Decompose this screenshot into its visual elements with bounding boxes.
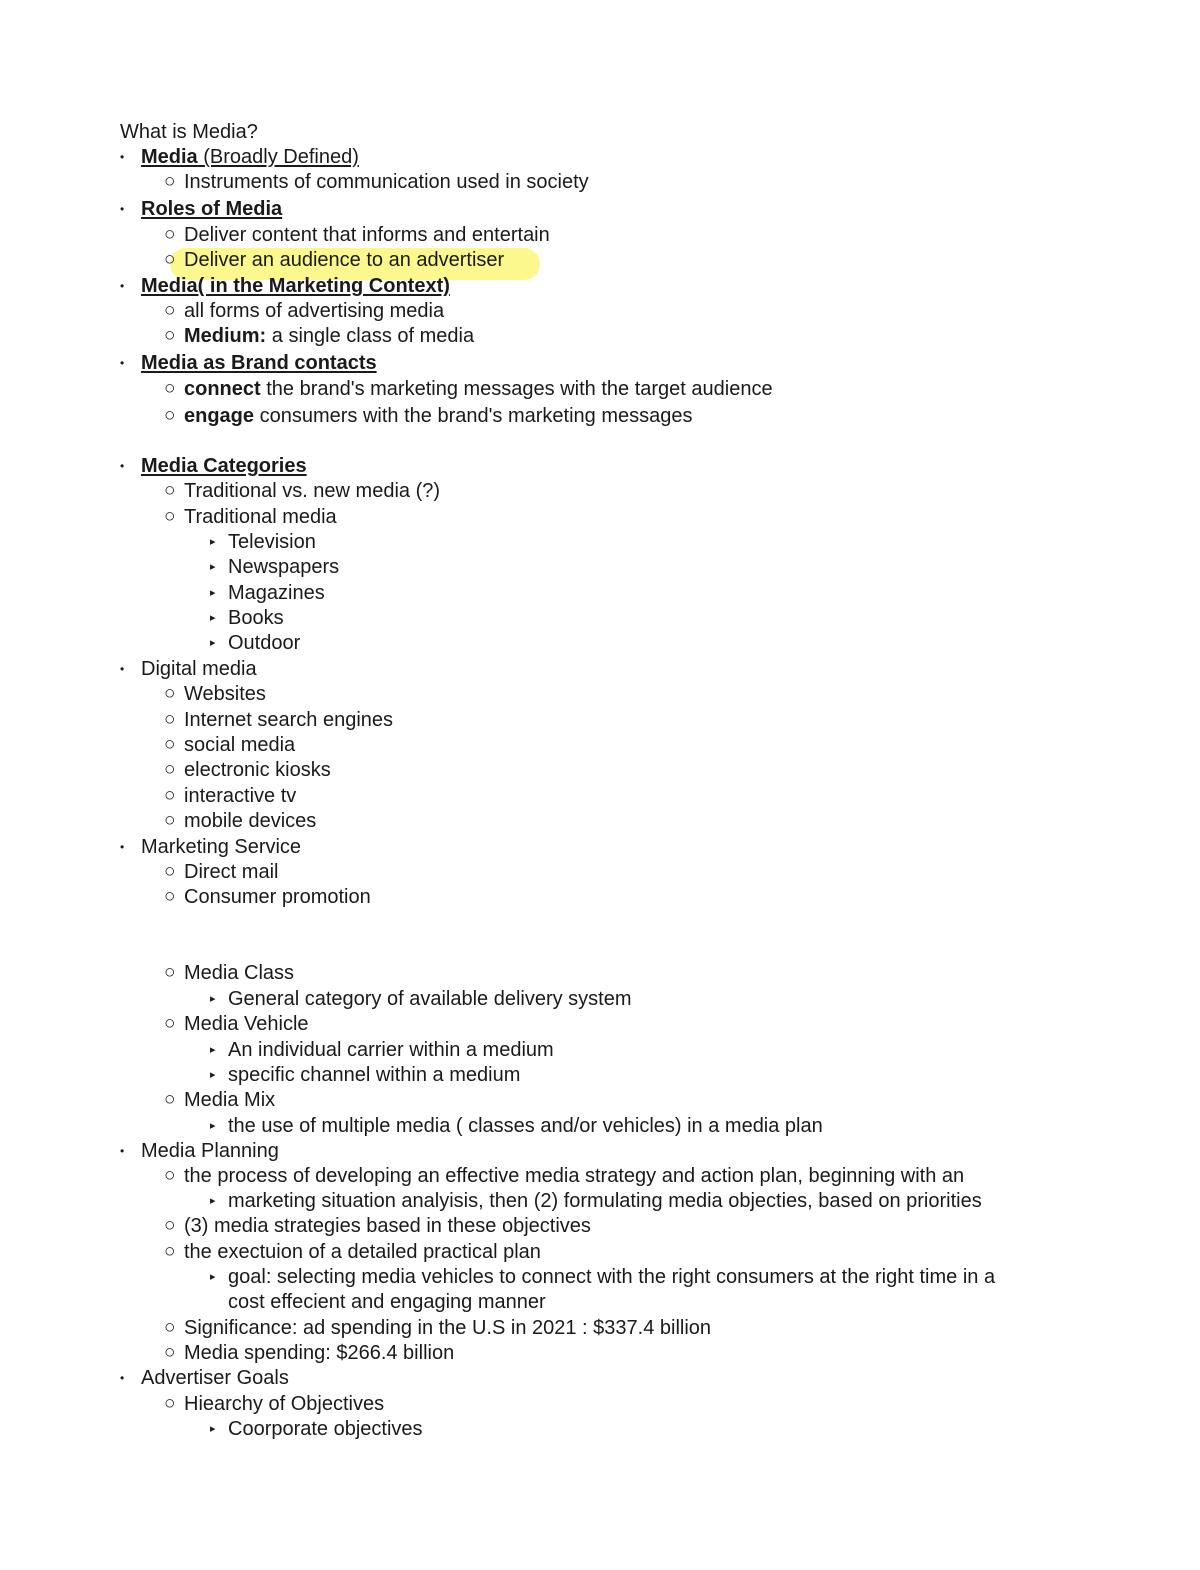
text-segment: interactive tv [184,785,297,807]
arrow-bullet-icon: ▸ [210,1271,216,1283]
circle-bullet-icon: ○ [164,709,176,730]
text-segment: Roles of Media [141,198,283,220]
bullet-icon: • [120,356,125,370]
outline-text [184,1341,454,1366]
text-segment: Advertiser Goals [141,1367,289,1389]
outline-text [228,581,325,606]
arrow-bullet-icon: ▸ [210,1044,216,1056]
bullet-icon: • [120,150,125,164]
outline-text [228,1417,423,1442]
outline-text [141,351,377,376]
outline-text [184,324,474,349]
outline-text [184,1088,275,1113]
outline-text [141,145,359,170]
text-segment: (3) media strategies based in these objectives [184,1215,591,1237]
outline-text [141,274,450,299]
outline-text [184,1392,384,1417]
text-segment: Consumer promotion [184,886,371,908]
text-segment: specific channel within a medium [228,1064,521,1086]
outline-text [184,1240,541,1265]
bullet-icon: • [120,1144,125,1158]
outline-text [228,1114,823,1139]
text-segment: social media [184,734,296,756]
circle-bullet-icon: ○ [164,325,176,346]
outline-text [141,197,282,222]
outline-text [184,223,550,248]
text-segment: Traditional media [184,506,337,528]
text-segment: connect [184,378,261,400]
outline-text [184,784,296,809]
outline-text [141,835,301,860]
circle-bullet-icon: ○ [164,378,176,399]
text-segment: Outdoor [228,632,301,654]
outline-text [228,555,339,580]
circle-bullet-icon: ○ [164,1013,176,1034]
text-segment: Media Class [184,962,295,984]
text-segment: Digital media [141,658,257,680]
text-segment: Media spending: $266.4 billion [184,1342,455,1364]
text-segment: the process of developing an effective media strategy and action plan, beginning with an [184,1165,965,1187]
bullet-icon: • [120,202,125,216]
circle-bullet-icon: ○ [164,1241,176,1262]
circle-bullet-icon: ○ [164,734,176,755]
outline-text [184,1164,964,1189]
bullet-icon: • [120,662,125,676]
circle-bullet-icon: ○ [164,224,176,245]
text-segment: consumers with the brand's marketing messages [254,405,693,427]
text-segment: Media( in the Marketing Context) [141,275,450,297]
circle-bullet-icon: ○ [164,886,176,907]
outline-text [141,1139,279,1164]
circle-bullet-icon: ○ [164,249,176,270]
text-segment: Traditional vs. new media (?) [184,480,441,502]
text-segment: Magazines [228,582,325,604]
arrow-bullet-icon: ▸ [210,993,216,1005]
outline-text [184,479,440,504]
outline-text [184,961,294,986]
text-segment: goal: selecting media vehicles to connect with the right consumers at the right time in a [228,1266,996,1288]
circle-bullet-icon: ○ [164,1165,176,1186]
text-segment: the brand's marketing messages with the target audience [260,378,773,400]
text-segment: the exectuion of a detailed practical plan [184,1241,541,1263]
outline-text [184,1214,591,1239]
arrow-bullet-icon: ▸ [210,587,216,599]
text-segment: Deliver content that informs and entertain [184,224,550,246]
outline-text [184,733,295,758]
outline-text [141,454,307,479]
text-segment: Media Mix [184,1089,276,1111]
text-segment: Media as Brand contacts [141,352,377,374]
text-segment: Media Planning [141,1140,279,1162]
text-segment: Significance: ad spending in the U.S in 2021 : $337.4 billion [184,1317,712,1339]
text-segment: all forms of advertising media [184,300,445,322]
arrow-bullet-icon: ▸ [210,1069,216,1081]
circle-bullet-icon: ○ [164,1317,176,1338]
outline-text [184,377,773,402]
outline-text [228,1189,982,1214]
text-segment: a single class of media [266,325,475,347]
text-segment: cost effecient and engaging manner [228,1291,546,1313]
circle-bullet-icon: ○ [164,506,176,527]
outline-text [184,682,266,707]
outline-text [184,809,316,834]
outline-text [184,1316,711,1341]
text-segment: Deliver an audience to an advertiser [184,249,505,271]
text-segment: marketing situation analyisis, then (2) formulating media objecties, based on priorities [228,1190,982,1212]
text-segment: General category of available delivery system [228,988,632,1010]
outline-text [141,1366,289,1391]
text-segment: Instruments of communication used in society [184,171,589,193]
text-segment: Marketing Service [141,836,302,858]
bullet-icon: • [120,279,125,293]
text-segment: Hiearchy of Objectives [184,1393,385,1415]
circle-bullet-icon: ○ [164,1342,176,1363]
outline-text [184,170,589,195]
arrow-bullet-icon: ▸ [210,536,216,548]
outline-text [228,1038,554,1063]
circle-bullet-icon: ○ [164,810,176,831]
circle-bullet-icon: ○ [164,480,176,501]
text-segment: Direct mail [184,861,279,883]
text-segment: Medium: [184,325,267,347]
outline-text [184,404,693,429]
arrow-bullet-icon: ▸ [210,612,216,624]
outline-text [184,299,444,324]
text-segment: Newspapers [228,556,340,578]
text-segment: Websites [184,683,266,705]
text-segment: Internet search engines [184,709,394,731]
outline-text [228,987,632,1012]
outline-text [228,530,316,555]
bullet-icon: • [120,1371,125,1385]
outline-text [141,657,257,682]
circle-bullet-icon: ○ [164,1215,176,1236]
outline-text [184,758,331,783]
circle-bullet-icon: ○ [164,785,176,806]
text-segment: mobile devices [184,810,317,832]
circle-bullet-icon: ○ [164,759,176,780]
outline-text [228,1265,995,1290]
arrow-bullet-icon: ▸ [210,637,216,649]
circle-bullet-icon: ○ [164,683,176,704]
circle-bullet-icon: ○ [164,405,176,426]
outline-text [184,708,393,733]
outline-text [120,120,258,145]
text-segment: Media Vehicle [184,1013,309,1035]
circle-bullet-icon: ○ [164,300,176,321]
text-segment: Coorporate objectives [228,1418,423,1440]
circle-bullet-icon: ○ [164,1393,176,1414]
text-segment: Television [228,531,316,553]
text-segment: Books [228,607,284,629]
text-segment: the use of multiple media ( classes and/or vehicles) in a media plan [228,1115,823,1137]
text-segment: electronic kiosks [184,759,331,781]
circle-bullet-icon: ○ [164,861,176,882]
arrow-bullet-icon: ▸ [210,1195,216,1207]
bullet-icon: • [120,459,125,473]
arrow-bullet-icon: ▸ [210,1423,216,1435]
bullet-icon: • [120,840,125,854]
arrow-bullet-icon: ▸ [210,561,216,573]
circle-bullet-icon: ○ [164,1089,176,1110]
outline-text [184,248,504,273]
circle-bullet-icon: ○ [164,962,176,983]
outline-text [184,1012,309,1037]
text-segment: (Broadly Defined) [197,146,359,168]
outline-text [228,1063,520,1088]
text-segment: Media [141,146,198,168]
text-segment: engage [184,405,255,427]
outline-text [184,885,371,910]
circle-bullet-icon: ○ [164,171,176,192]
outline-text [228,606,284,631]
text-segment: Media Categories [141,455,307,477]
outline-text [228,631,300,656]
arrow-bullet-icon: ▸ [210,1120,216,1132]
outline-text [228,1290,546,1315]
outline-text [184,860,278,885]
outline-text [184,505,337,530]
text-segment: What is Media? [120,121,258,143]
text-segment: An individual carrier within a medium [228,1039,554,1061]
